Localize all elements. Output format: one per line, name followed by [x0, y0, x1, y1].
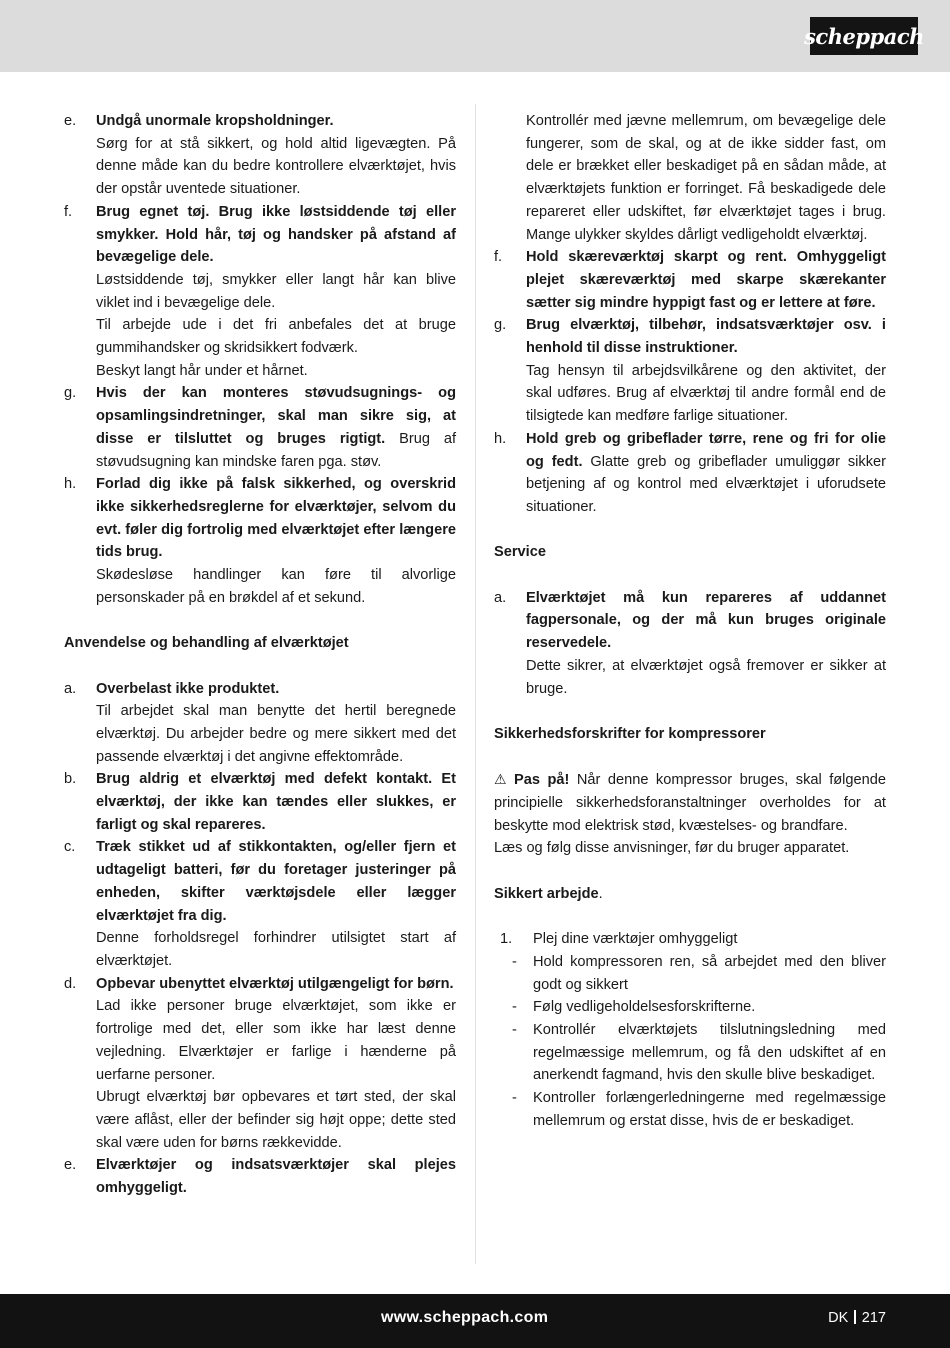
section-heading-service: Service: [494, 544, 546, 561]
item-text: Til arbejde ude i det fri anbefales det at bruge gummihandsker og skridsikkert fodværk.: [96, 317, 456, 357]
dash-text: Kontroller forlængerledningerne med regelmæssige mellemrum og erstat disse, hvis de er beskadiget.: [533, 1090, 886, 1129]
item-e-posture: [64, 110, 456, 201]
item-text: Til arbejdet skal man benytte det hertil beregnede elværktøj. Du arbejder bedre og mere sikkert med det passende elværktøj i det angivne effektområde.: [96, 703, 456, 765]
item-text: Kontrollér med jævne mellemrum, om bevægelige dele fungerer, som de skal, og at de ikke sidder fast, om dele er brækket eller beskadiget på en sådan måde, at elværktøjets funktion er forringet. Få beskadigede dele repareret eller udskiftet, før elværktøjet tages i brug. Mange ulykker skyldes dårligt vedligeholdt elværktøj.: [526, 113, 886, 243]
item-title: Brug aldrig et elværktøj med defekt kontakt. Et elværktøj, der ikke kan tændes eller slukkes, er farligt og skal repareres.: [96, 771, 456, 833]
item-title: Elværktøjer og indsatsværktøjer skal plejes omhyggeligt.: [96, 1157, 456, 1197]
item-title: Opbevar ubenyttet elværktøj utilgængeligt for børn.: [96, 975, 454, 992]
page-number: [828, 1310, 886, 1326]
dash-marker: -: [512, 1090, 517, 1107]
page-footer: [0, 1294, 950, 1348]
item-title: Hold greb og gribeflader tørre, rene og fri for olie og fedt.: [526, 430, 886, 470]
warning-label: Pas på!: [514, 772, 570, 789]
warning-text: Når denne kompressor bruges, skal følgende principielle sikkerhedsforanstaltninger overholdes for at beskytte mod elektrisk stød, kvæstelses- og brandfare.: [494, 772, 886, 834]
scheppach-logo: scheppach: [810, 17, 918, 55]
section-heading-compressor: Sikkerhedsforskrifter for kompressorer: [494, 725, 766, 742]
item-title: Forlad dig ikke på falsk sikkerhed, og overskrid ikke sikkerhedsreglerne for elværktøjer, selvom du evt. føler dig fortrolig med elværktøjet efter længere tids brug.: [96, 476, 456, 561]
item-e-maintenance-continued: [494, 110, 886, 246]
item-marker: c.: [64, 839, 76, 856]
dash-text: Hold kompressoren ren, så arbejdet med den bliver godt og sikkert: [533, 953, 886, 993]
item-text: Plej dine værktøjer omhyggeligt: [533, 931, 738, 948]
item-title: Undgå unormale kropsholdninger.: [96, 113, 334, 129]
item-g-accessories: [494, 314, 886, 428]
item-g-dust: [64, 382, 456, 473]
left-column: [64, 110, 456, 1200]
item-a-overload: [64, 678, 456, 769]
item-a-repair: [494, 587, 886, 701]
item-text: Tag hensyn til arbejdsvilkårene og den aktivitet, der skal udføres. Brug af elværktøj til andre formål end de tilsigtede kan medføre farlige situationer.: [526, 362, 886, 425]
item-title: Hold skæreværktøj skarpt og rent. Omhyggeligt plejet skæreværktøj med skarpe skærekanter sætter sig mindre hyppigt fast og er lettere at føre.: [526, 249, 886, 311]
item-text: Brug af støvudsugning kan mindske faren pga. støv.: [96, 430, 457, 470]
separator-bar: [854, 1310, 856, 1324]
item-text: Ubrugt elværktøj bør opbevares et tørt sted, der skal være aflåst, eller der befinder sig højt oppe; dette sted skal være uden for børns rækkevidde.: [96, 1089, 456, 1151]
dash-item: [494, 996, 886, 1019]
item-text: Beskyt langt hår under et hårnet.: [96, 362, 308, 379]
item-h-handles: [494, 428, 886, 519]
dash-item: [494, 1087, 886, 1132]
dash-item: [494, 951, 886, 996]
item-d-storage: [64, 973, 456, 1155]
item-marker: h.: [494, 430, 507, 447]
item-title: Træk stikket ud af stikkontakten, og/eller fjern et udtageligt batteri, før du foretager justeringer på enheden, skifter værktøjsdele eller lægger elværktøjet fra dig.: [96, 839, 456, 924]
item-b-switch: [64, 768, 456, 836]
column-divider: [475, 104, 476, 1264]
section-heading-safe-work: Sikkert arbejde: [494, 885, 599, 902]
item-marker: g.: [64, 385, 77, 402]
item-text: Skødesløse handlinger kan føre til alvorlige personskader på en brøkdel af et sekund.: [96, 567, 456, 606]
dash-text: Kontrollér elværktøjets tilslutningsledning med regelmæssige mellemrum, og få den udskiftet af en anerkendt fagmand, hvis den skulle blive beskadiget.: [533, 1022, 886, 1084]
numbered-item-1: [494, 928, 886, 951]
item-text: Dette sikrer, at elværktøjet også fremover er sikker at bruge.: [526, 657, 886, 697]
website-url: www.scheppach.com: [381, 1309, 549, 1326]
item-marker: f.: [64, 203, 73, 220]
item-marker: 1.: [500, 931, 513, 948]
item-marker: d.: [64, 975, 77, 992]
item-marker: g.: [494, 317, 507, 334]
item-text: Lad ikke personer bruge elværktøjet, som ikke er fortrolige med det, eller som ikke har læst denne vejledning. Elværktøjer er farlige i hænderne på uerfarne personer.: [96, 998, 456, 1083]
dash-item: [494, 1019, 886, 1087]
item-text: Sørg for at stå sikkert, og hold altid ligevægten. På denne måde kan du bedre kontrollere elværktøjet, hvis der opstår uventede situationer.: [96, 135, 456, 198]
item-marker: h.: [64, 476, 77, 493]
dash-marker: -: [512, 1022, 517, 1039]
item-marker: f.: [494, 249, 503, 266]
item-c-unplug: [64, 836, 456, 972]
item-title: Brug egnet tøj. Brug ikke løstsiddende tøj eller smykker. Hold hår, tøj og handsker på afstand af bevægelige dele.: [96, 203, 456, 266]
item-title: Overbelast ikke produktet.: [96, 680, 280, 697]
dash-marker: -: [512, 953, 517, 970]
item-e-maintenance: [64, 1154, 456, 1199]
item-marker: b.: [64, 771, 77, 788]
item-f-cutting-tools: [494, 246, 886, 314]
item-marker: e.: [64, 1157, 77, 1174]
language-code: DK: [828, 1310, 849, 1326]
section-heading-usage: Anvendelse og behandling af elværktøjet: [64, 635, 349, 652]
item-title: Brug elværktøj, tilbehør, indsatsværktøjer osv. i henhold til disse instruktioner.: [526, 317, 886, 357]
item-marker: a.: [64, 680, 77, 697]
item-text: Løstsiddende tøj, smykker eller langt hår kan blive viklet ind i bevægelige dele.: [96, 271, 456, 311]
page-header: [0, 0, 950, 72]
warning-paragraph: [494, 768, 886, 837]
page-number-value: 217: [861, 1310, 886, 1326]
item-text: Denne forholdsregel forhindrer utilsigtet start af elværktøjet.: [96, 930, 456, 969]
read-instructions-text: Læs og følg disse anvisninger, før du bruger apparatet.: [494, 840, 850, 857]
item-marker: e.: [64, 113, 77, 129]
dash-text: Følg vedligeholdelsesforskrifterne.: [533, 999, 756, 1016]
item-paragraph: [526, 428, 886, 519]
item-text: Glatte greb og gribeflader umuliggør sikker betjening af og kontrol med elværktøjet i uforudsete situationer.: [526, 453, 886, 515]
warning-triangle-icon: ⚠: [494, 771, 507, 788]
item-marker: a.: [494, 589, 507, 606]
item-title: Elværktøjet må kun repareres af uddannet fagpersonale, og der må kun bruges originale reservedele.: [526, 589, 886, 652]
dash-marker: -: [512, 999, 517, 1016]
item-h-false-security: [64, 473, 456, 609]
item-paragraph: [96, 382, 456, 473]
section-heading-safe-work-line: [494, 883, 886, 906]
item-f-clothing: [64, 201, 456, 383]
item-title: Hvis der kan monteres støvudsugnings- og opsamlingsindretninger, skal man sikre sig, at disse er tilsluttet og bruges rigtigt.: [96, 385, 456, 447]
heading-period: .: [598, 885, 603, 902]
right-column: [494, 110, 886, 1133]
